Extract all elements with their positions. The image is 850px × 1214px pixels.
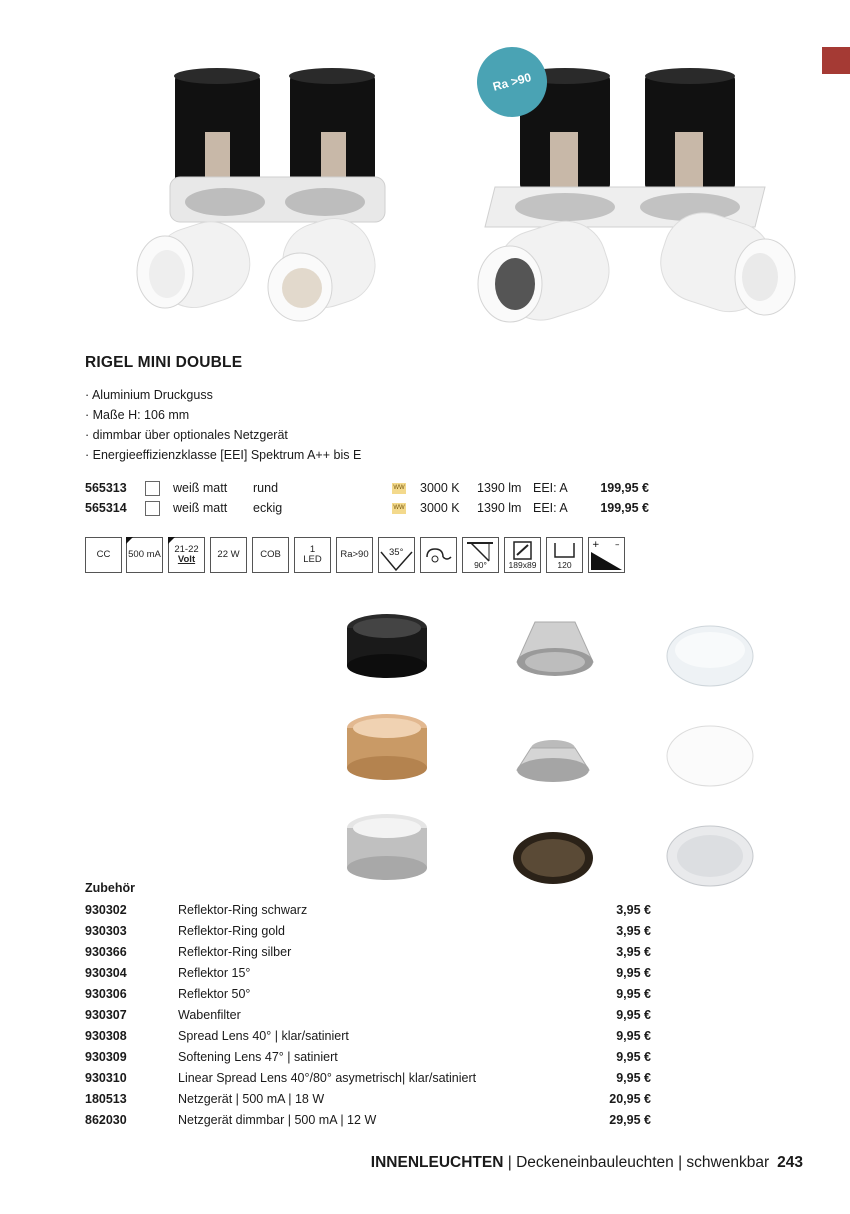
table-row	[85, 1029, 651, 1049]
article-number: 930307	[85, 1008, 127, 1022]
accessory-description: Netzgerät dimmbar | 500 mA | 12 W	[178, 1113, 377, 1127]
energy-class: EEI: A	[533, 481, 568, 495]
article-number: 565314	[85, 501, 127, 515]
table-row	[85, 1092, 651, 1112]
feature-item: · Maße H: 106 mm	[85, 405, 361, 425]
silver-ring-image	[347, 814, 427, 880]
accessory-description: Reflektor-Ring schwarz	[178, 903, 308, 917]
footer-separator: |	[673, 1154, 687, 1171]
table-row	[85, 966, 651, 986]
accessory-price: 20,95 €	[609, 1092, 651, 1106]
cc-icon: CC	[85, 537, 122, 573]
spread-lens-image	[667, 626, 753, 686]
product-image-round	[125, 62, 390, 327]
swivel-icon	[420, 537, 457, 573]
table-row	[85, 1071, 651, 1091]
table-row	[85, 924, 651, 944]
table-row	[85, 1008, 651, 1028]
table-row	[85, 945, 651, 965]
variant-shape: rund	[253, 481, 279, 495]
order-checkbox[interactable]	[145, 501, 160, 516]
energy-class: EEI: A	[533, 501, 568, 515]
ra-badge: Ra >90	[469, 39, 555, 125]
footer-section: INNENLEUCHTEN	[370, 1154, 504, 1171]
page-number: 243	[777, 1154, 803, 1171]
section-tab-marker	[822, 47, 850, 74]
order-checkbox[interactable]	[145, 481, 160, 496]
accessory-description: Reflektor-Ring silber	[178, 945, 292, 959]
table-row	[85, 1113, 651, 1133]
svg-text:+: +	[592, 540, 600, 550]
dimmable-icon	[588, 537, 625, 573]
gold-ring-image	[347, 714, 427, 780]
product-title: RIGEL MINI DOUBLE	[85, 354, 243, 371]
cob-icon: COB	[252, 537, 289, 573]
accessory-description: Netzgerät | 500 mA | 18 W	[178, 1092, 325, 1106]
black-ring-image	[347, 614, 427, 678]
article-number: 180513	[85, 1092, 127, 1106]
ra-icon: Ra>90	[336, 537, 373, 573]
svg-text:–: –	[615, 540, 620, 550]
feature-list	[85, 385, 361, 465]
accessory-price: 29,95 €	[609, 1113, 651, 1127]
table-row	[85, 903, 651, 923]
accessory-price: 9,95 €	[616, 1050, 651, 1064]
reflector-15-image	[517, 622, 593, 676]
cutout-icon: 189x89	[504, 537, 541, 573]
color-temperature: 3000 K	[420, 481, 460, 495]
accessory-price: 3,95 €	[616, 903, 651, 917]
variant-color: weiß matt	[173, 501, 228, 515]
accessory-description: Reflektor-Ring gold	[178, 924, 285, 938]
luminous-flux: 1390 lm	[477, 481, 522, 495]
article-number: 930366	[85, 945, 127, 959]
footer-category: Deckeneinbauleuchten	[516, 1154, 674, 1171]
variant-shape: eckig	[253, 501, 283, 515]
feature-item: · dimmbar über optionales Netzgerät	[85, 425, 361, 445]
beam-angle-icon: 35°	[378, 537, 415, 573]
current-icon: 500 mA	[126, 537, 163, 573]
article-number: 930309	[85, 1050, 127, 1064]
warm-white-icon: WW	[392, 503, 406, 514]
article-number: 930303	[85, 924, 127, 938]
variant-row	[85, 481, 655, 499]
footer-separator: |	[503, 1154, 517, 1171]
article-number: 930306	[85, 987, 127, 1001]
accessory-price: 9,95 €	[616, 1008, 651, 1022]
honeycomb-filter-image	[513, 832, 593, 884]
accessory-description: Linear Spread Lens 40°/80° asymetrisch| klar/satiniert	[178, 1071, 477, 1085]
color-temperature: 3000 K	[420, 501, 460, 515]
table-row	[85, 987, 651, 1007]
accessory-description: Reflektor 50°	[178, 987, 251, 1001]
table-row	[85, 1050, 651, 1070]
softening-lens-image	[667, 726, 753, 786]
accessories-heading: Zubehör	[85, 881, 135, 895]
feature-item: · Energieeffizienzklasse [EEI] Spektrum A++ bis E	[85, 445, 361, 465]
tilt-angle-icon: 90°	[462, 537, 499, 573]
linear-lens-image	[667, 826, 753, 886]
article-number: 930304	[85, 966, 127, 980]
accessory-price: 9,95 €	[616, 966, 651, 980]
accessory-description: Reflektor 15°	[178, 966, 251, 980]
reflector-50-image	[517, 740, 589, 782]
article-number: 930310	[85, 1071, 127, 1085]
luminous-flux: 1390 lm	[477, 501, 522, 515]
voltage-icon: 21-22 Volt	[168, 537, 205, 573]
variant-row	[85, 501, 655, 519]
footer-subcategory: schwenkbar	[686, 1154, 770, 1171]
article-number: 930308	[85, 1029, 127, 1043]
accessory-price: 3,95 €	[616, 945, 651, 959]
accessory-price: 9,95 €	[616, 1029, 651, 1043]
wattage-icon: 22 W	[210, 537, 247, 573]
article-number: 930302	[85, 903, 127, 917]
variant-price: 199,95 €	[600, 481, 649, 495]
accessory-price: 3,95 €	[616, 924, 651, 938]
accessory-description: Wabenfilter	[178, 1008, 241, 1022]
feature-item: · Aluminium Druckguss	[85, 385, 361, 405]
accessory-images	[335, 600, 775, 895]
warm-white-icon: WW	[392, 483, 406, 494]
installation-depth-icon: 120	[546, 537, 583, 573]
variant-price: 199,95 €	[600, 501, 649, 515]
article-number: 862030	[85, 1113, 127, 1127]
accessory-description: Spread Lens 40° | klar/satiniert	[178, 1029, 349, 1043]
accessory-description: Softening Lens 47° | satiniert	[178, 1050, 338, 1064]
accessory-price: 9,95 €	[616, 987, 651, 1001]
article-number: 565313	[85, 481, 127, 495]
variant-color: weiß matt	[173, 481, 228, 495]
led-count-icon: 1 LED	[294, 537, 331, 573]
page-footer	[371, 1154, 803, 1172]
accessory-price: 9,95 €	[616, 1071, 651, 1085]
